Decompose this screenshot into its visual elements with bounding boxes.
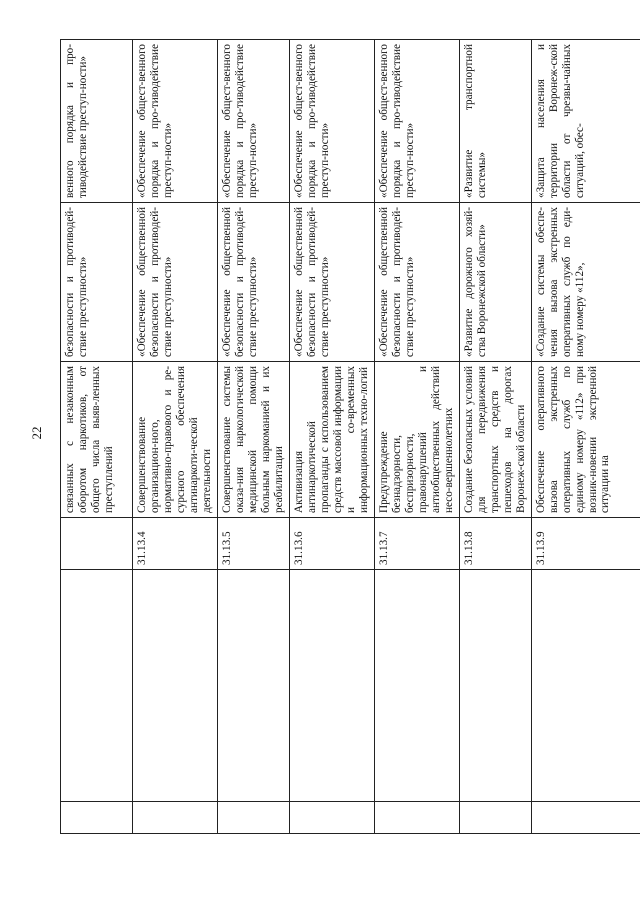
activities-table [60, 39, 640, 834]
row-subprogram: «Обеспечение общест-венного порядка и про-тиводействие преступ-ности» [217, 40, 289, 203]
empty-cell [289, 802, 374, 834]
table-row [133, 40, 218, 834]
empty-cell [217, 570, 289, 802]
empty-cell [459, 802, 531, 834]
row-activity: Предупреждение безнадзорности, беспризорности, правонарушений и антиобщественных действий несо-вершеннолетних [374, 362, 459, 518]
row-code: 31.13.7 [374, 518, 459, 570]
row-code [61, 518, 133, 570]
table-row [217, 40, 289, 834]
row-program: «Развитие дорожного хозяй-ства Воронежской области» [459, 203, 531, 362]
empty-cell [217, 802, 289, 834]
empty-cell [133, 802, 218, 834]
table-row [374, 40, 459, 834]
empty-cell [531, 802, 640, 834]
empty-cell [459, 570, 531, 802]
row-subprogram: «Обеспечение общест-венного порядка и про-тиводействие преступ-ности» [133, 40, 218, 203]
table-row [289, 40, 374, 834]
row-code: 31.13.9 [531, 518, 640, 570]
table-row [61, 40, 133, 834]
table-row [459, 40, 531, 834]
row-subprogram: «Развитие транспортной системы» [459, 40, 531, 203]
row-subprogram: «Обеспечение общест-венного порядка и про-тиводействие преступ-ности» [289, 40, 374, 203]
row-program: «Обеспечение общественной безопасности и противодей-ствие преступности» [374, 203, 459, 362]
row-code: 31.13.4 [133, 518, 218, 570]
row-activity: Активизация антинаркотической пропаганды с использованием средств массовой информации и со-временных информационных техно-логий [289, 362, 374, 518]
row-code: 31.13.5 [217, 518, 289, 570]
table-row [531, 40, 640, 834]
table-container [60, 40, 612, 834]
row-program: «Обеспечение общественной безопасности и противодей-ствие преступности» [133, 203, 218, 362]
row-activity: Совершенствование системы оказа-ния наркологической медицинской помощи больным наркоманией и их реабилитации [217, 362, 289, 518]
empty-cell [61, 570, 133, 802]
empty-cell [133, 570, 218, 802]
row-activity: Совершенствование организацион-ного, нормативно-правового и ре-сурсного обеспечения антинаркоти-ческой деятельности [133, 362, 218, 518]
empty-cell [374, 802, 459, 834]
rotated-table [60, 40, 612, 834]
empty-cell [374, 570, 459, 802]
empty-cell [289, 570, 374, 802]
row-program: безопасности и противодей-ствие преступности» [61, 203, 133, 362]
row-activity: связанных с незаконным оборотом наркотиков, от общего числа выяв-ленных преступлений [61, 362, 133, 518]
row-code: 31.13.6 [289, 518, 374, 570]
row-subprogram: «Защита населения и территории Воронеж-ской области от чрезвы-чайных ситуаций, обес- [531, 40, 640, 203]
row-subprogram: «Обеспечение общест-венного порядка и про-тиводействие преступ-ности» [374, 40, 459, 203]
row-program: «Обеспечение общественной безопасности и противодей-ствие преступности» [217, 203, 289, 362]
empty-cell [61, 802, 133, 834]
row-activity: Обеспечение оперативного вызова экстренных оперативных служб по единому номеру «112» при возник-новении экстренной ситуации на [531, 362, 640, 518]
empty-cell [531, 570, 640, 802]
row-program: «Создание системы обеспе-чения вызова экстренных оперативных служб по еди-ному номеру «112», [531, 203, 640, 362]
row-activity: Создание безопасных условий для передвижения транспортных средств и пешеходов на дорогах Воронеж-ской области [459, 362, 531, 518]
row-subprogram: венного порядка и про-тиводействие преступ-ности» [61, 40, 133, 203]
row-code: 31.13.8 [459, 518, 531, 570]
page-number: 22 [29, 426, 44, 440]
row-program: «Обеспечение общественной безопасности и противодей-ствие преступности» [289, 203, 374, 362]
